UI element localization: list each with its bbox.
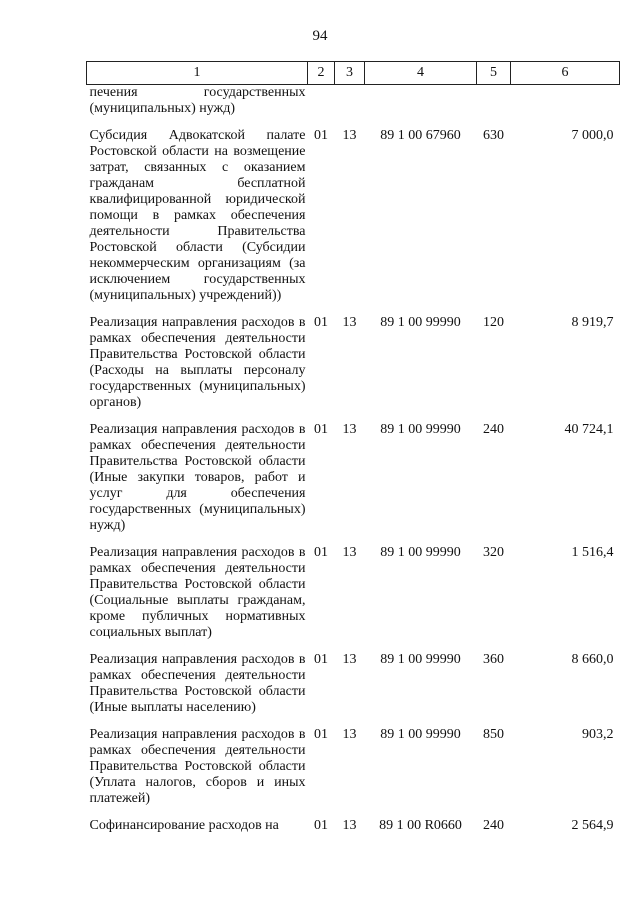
header-col-6: 6 xyxy=(511,62,620,85)
row-name: Реализация направления расходов в рамках обеспечения деятельности Правительства Ростовской области (Иные выплаты населению) xyxy=(89,652,306,715)
row-name: Реализация направления расходов в рамках обеспечения деятельности Правительства Ростовской области (Уплата налогов, сборов и иных платежей) xyxy=(89,727,306,806)
row-amount: 8 919,7 xyxy=(571,315,614,330)
row-subsection: 13 xyxy=(342,128,357,143)
row-section: 01 xyxy=(314,128,328,143)
row-expense-type: 850 xyxy=(483,727,504,742)
row-expense-type: 630 xyxy=(483,128,504,143)
table-row xyxy=(87,716,620,807)
row-subsection: 13 xyxy=(342,315,357,330)
header-col-1: 1 xyxy=(87,62,308,85)
header-col-2: 2 xyxy=(308,62,335,85)
table-row xyxy=(87,641,620,716)
row-amount: 2 564,9 xyxy=(571,818,614,833)
table-row xyxy=(87,411,620,534)
budget-table xyxy=(86,61,620,834)
row-subsection: 13 xyxy=(342,727,357,742)
row-target-code: 89 1 00 R0660 xyxy=(379,818,462,833)
row-amount: 7 000,0 xyxy=(571,128,614,143)
table-row xyxy=(87,117,620,304)
row-subsection xyxy=(335,85,365,118)
row-expense-type: 320 xyxy=(483,545,504,560)
header-col-4: 4 xyxy=(365,62,477,85)
row-subsection: 13 xyxy=(342,422,357,437)
row-section: 01 xyxy=(314,545,328,560)
row-name: Реализация направления расходов в рамках обеспечения деятельности Правительства Ростовской области (Иные закупки товаров, работ и услуг для обеспечения государственных (муниципальных) нужд) xyxy=(89,422,306,533)
row-name: Реализация направления расходов в рамках обеспечения деятельности Правительства Ростовской области (Социальные выплаты гражданам, кроме публичных нормативных социальных выплат) xyxy=(89,545,306,640)
row-section: 01 xyxy=(314,315,328,330)
row-name: Реализация направления расходов в рамках обеспечения деятельности Правительства Ростовской области (Расходы на выплаты персоналу государственных (муниципальных) органов) xyxy=(89,315,306,410)
table-row xyxy=(87,304,620,411)
row-section: 01 xyxy=(314,652,328,667)
row-expense-type: 240 xyxy=(483,818,504,833)
row-target-code: 89 1 00 99990 xyxy=(380,727,461,742)
row-target-code: 89 1 00 99990 xyxy=(380,315,461,330)
header-col-5: 5 xyxy=(477,62,511,85)
row-target-code: 89 1 00 99990 xyxy=(380,545,461,560)
row-subsection: 13 xyxy=(342,545,357,560)
row-amount: 1 516,4 xyxy=(571,545,614,560)
row-target-code: 89 1 00 99990 xyxy=(380,652,461,667)
row-amount xyxy=(511,85,620,118)
page-number: 94 xyxy=(312,28,328,44)
row-target-code xyxy=(365,85,477,118)
row-target-code: 89 1 00 67960 xyxy=(380,128,461,143)
row-expense-type: 360 xyxy=(483,652,504,667)
row-amount: 40 724,1 xyxy=(564,422,614,437)
row-expense-type xyxy=(477,85,511,118)
row-section: 01 xyxy=(314,422,328,437)
row-section: 01 xyxy=(314,727,328,742)
header-col-3: 3 xyxy=(335,62,365,85)
row-name: печения государственных (муниципальных) нужд) xyxy=(89,85,306,116)
row-section: 01 xyxy=(314,818,328,833)
row-expense-type: 240 xyxy=(483,422,504,437)
table-row xyxy=(87,85,620,118)
row-amount: 903,2 xyxy=(582,727,614,742)
row-name: Софинансирование расходов на xyxy=(89,818,279,833)
row-amount: 8 660,0 xyxy=(571,652,614,667)
table-row xyxy=(87,807,620,834)
row-subsection: 13 xyxy=(342,652,357,667)
table-row xyxy=(87,534,620,641)
row-subsection: 13 xyxy=(342,818,357,833)
row-target-code: 89 1 00 99990 xyxy=(380,422,461,437)
row-name: Субсидия Адвокатской палате Ростовской области на возмещение затрат, связанных с оказанием гражданам бесплатной квалифицированной юридической помощи в рамках обеспечения деятельности Правительства Ростовской области (Субсидии некоммерческим организациям (за исключением государственных (муниципальных) учреждений)) xyxy=(89,128,306,303)
row-section xyxy=(308,85,335,118)
row-expense-type: 120 xyxy=(483,315,504,330)
table-header-row xyxy=(87,62,620,85)
